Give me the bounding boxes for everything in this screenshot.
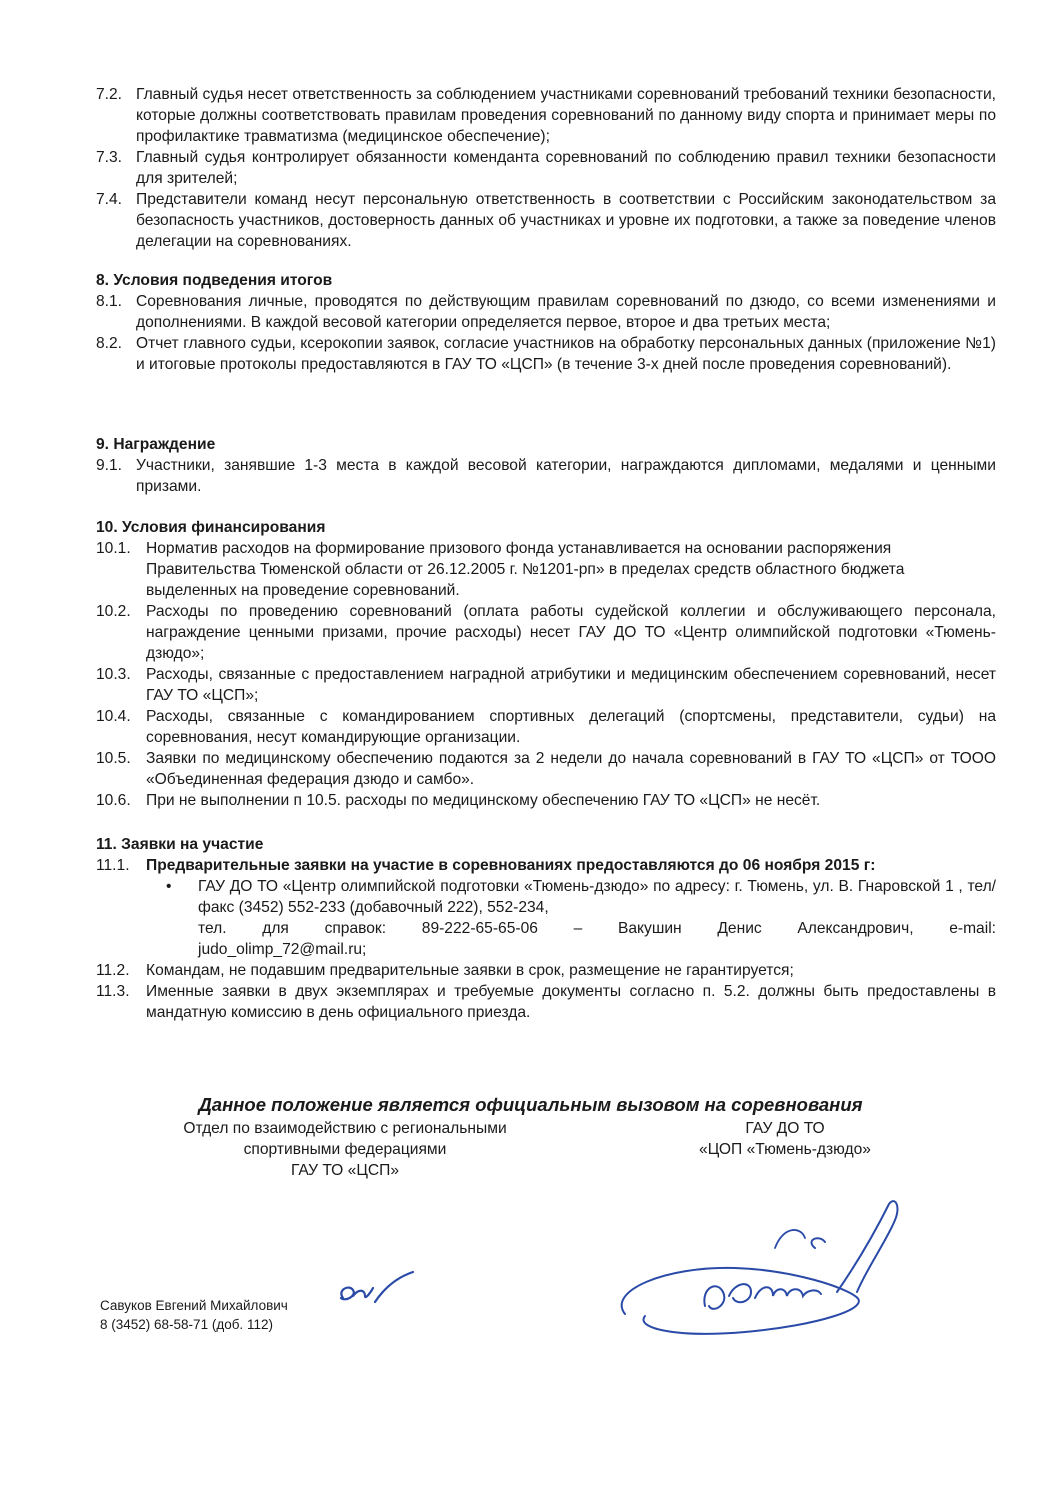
phone-number: 89-222-65-65-06 (421, 920, 538, 937)
section-10 (96, 517, 996, 811)
item-text: Отчет главного судьи, ксерокопии заявок, согласие участников на обработку персональных данных (приложение №1) и итоговые протоколы предоставляются в ГАУ ТО «ЦСП» (в течение 3-х дней после проведения соревнований). (136, 335, 996, 373)
item-number: 11.2. (96, 962, 130, 979)
section-heading: 11. Заявки на участие (96, 836, 264, 853)
signatory-line: «ЦОП «Тюмень-дзюдо» (699, 1141, 871, 1158)
item-8-1 (96, 291, 996, 333)
item-number: 10.1. (96, 540, 131, 557)
item-text: Представители команд несут персональную ответственность в соответствии с Российским законодательством за безопасность участников, достоверность данных об участниках и уровне их подготовки, а также за поведение членов делегации на соревнованиях. (136, 191, 996, 250)
item-text: Предварительные заявки на участие в соревнованиях предоставляются до 06 ноября 2015 г: (146, 857, 876, 874)
phone-word: Денис (717, 920, 762, 937)
item-text: Норматив расходов на формирование призового фонда устанавливается на основании распоряжения Правительства Тюменской области от 26.12.2005 г. №1201-рп» в пределах средств областного бюджета выделенных на проведение соревнований. (146, 540, 905, 599)
item-7-4 (96, 189, 996, 252)
item-text: Главный судья несет ответственность за соблюдением участниками соревнований требований техники безопасности, которые должны соответствовать правилам проведения соревнований по данному виду спорта и принимает меры по профилактике травматизма (медицинское обеспечение); (136, 86, 996, 145)
signatory-line: ГАУ ДО ТО (745, 1120, 825, 1137)
item-9-1 (96, 455, 996, 497)
bullet-icon: • (166, 878, 172, 895)
section-8 (96, 270, 996, 375)
item-7-2 (96, 84, 996, 147)
signatory-line: Отдел по взаимодействию с региональными (183, 1120, 507, 1137)
item-10-6 (96, 790, 996, 811)
item-number: 7.3. (96, 149, 123, 166)
item-11-3 (96, 981, 996, 1023)
official-call-statement: Данное положение является официальным вызовом на соревнования (198, 1094, 863, 1115)
item-number: 10.5. (96, 750, 131, 767)
bullet-phone-line (198, 918, 996, 939)
item-text: Соревнования личные, проводятся по действующим правилам соревнований по дзюдо, со всеми изменениями и дополнениями. В каждой весовой категории определяется первое, второе и два третьих места; (136, 293, 996, 331)
phone-word: – (573, 920, 583, 937)
item-11-2 (96, 960, 996, 981)
item-10-3 (96, 664, 996, 706)
signatory-line: спортивными федерациями (243, 1141, 447, 1158)
contact-info (100, 1296, 288, 1334)
item-11-1 (96, 855, 996, 876)
item-number: 7.4. (96, 191, 123, 208)
phone-word: e-mail: (949, 920, 996, 937)
phone-word: для (262, 920, 289, 937)
item-text: Командам, не подавшим предварительные заявки в срок, размещение не гарантируется; (146, 962, 794, 979)
item-number: 11.1. (96, 857, 130, 874)
item-number: 8.2. (96, 335, 123, 352)
item-number: 11.3. (96, 983, 130, 1000)
signatory-line: ГАУ ТО «ЦСП» (291, 1162, 399, 1179)
item-number: 10.6. (96, 792, 131, 809)
item-number: 10.2. (96, 603, 131, 620)
item-10-5 (96, 748, 996, 790)
phone-word: Вакушин (617, 920, 682, 937)
item-text: При не выполнении п 10.5. расходы по медицинскому обеспечению ГАУ ТО «ЦСП» не несёт. (146, 792, 821, 809)
item-10-2 (96, 601, 996, 664)
item-number: 8.1. (96, 293, 123, 310)
item-10-1 (96, 538, 996, 601)
item-8-2 (96, 333, 996, 375)
item-number: 10.3. (96, 666, 131, 683)
item-text: Расходы, связанные с командированием спортивных делегаций (спортсмены, представители, судьи) на соревнования, несут командирующие организации. (146, 708, 996, 746)
item-text: Именные заявки в двух экземплярах и требуемые документы согласно п. 5.2. должны быть предоставлены в мандатную комиссию в день официального приезда. (146, 983, 996, 1021)
contact-phone: 8 (3452) 68-58-71 (доб. 112) (100, 1317, 273, 1332)
section-heading: 10. Условия финансирования (96, 519, 326, 536)
item-text: Заявки по медицинскому обеспечению подаются за 2 недели до начала соревнований в ГАУ ТО «ЦСП» от ТООО «Объединенная федерация дзюдо и самбо». (146, 750, 996, 788)
item-7-3 (96, 147, 996, 189)
phone-word: справок: (324, 920, 387, 937)
section-9 (96, 434, 996, 497)
bullet-address: ГАУ ДО ТО «Центр олимпийской подготовки «Тюмень-дзюдо» по адресу: г. Тюмень, ул. В. Гнаровской 1 , тел/факс (3452) 552-233 (добавочный 222), 552-234, (198, 878, 996, 916)
item-number: 10.4. (96, 708, 131, 725)
initials-signature (335, 1268, 425, 1313)
email-address: judo_olimp_72@mail.ru; (198, 941, 367, 958)
director-signature (605, 1196, 925, 1341)
bullet-content (198, 876, 996, 960)
item-number: 9.1. (96, 457, 123, 474)
signatory-left (150, 1118, 540, 1181)
phone-word: тел. (198, 920, 227, 937)
section-heading: 8. Условия подведения итогов (96, 272, 333, 289)
section-11 (96, 834, 996, 1023)
signatory-right (660, 1118, 910, 1160)
item-text: Расходы по проведению соревнований (оплата работы судейской коллегии и обслуживающего персонала, награждение ценными призами, прочие расходы) несет ГАУ ДО ТО «Центр олимпийской подготовки «Тюмень-дзюдо»; (146, 603, 996, 662)
item-text: Расходы, связанные с предоставлением наградной атрибутики и медицинским обеспечением соревнований, несет ГАУ ТО «ЦСП»; (146, 666, 996, 704)
section-heading: 9. Награждение (96, 436, 216, 453)
item-number: 7.2. (96, 86, 123, 103)
item-10-4 (96, 706, 996, 748)
section-7 (96, 84, 996, 252)
bullet-item (160, 876, 996, 960)
item-text: Главный судья контролирует обязанности коменданта соревнований по соблюдению правил техники безопасности для зрителей; (136, 149, 996, 187)
contact-name: Савуков Евгений Михайлович (100, 1298, 288, 1313)
item-text: Участники, занявшие 1-3 места в каждой весовой категории, награждаются дипломами, медалями и ценными призами. (136, 457, 996, 495)
phone-word: Александрович, (797, 920, 914, 937)
